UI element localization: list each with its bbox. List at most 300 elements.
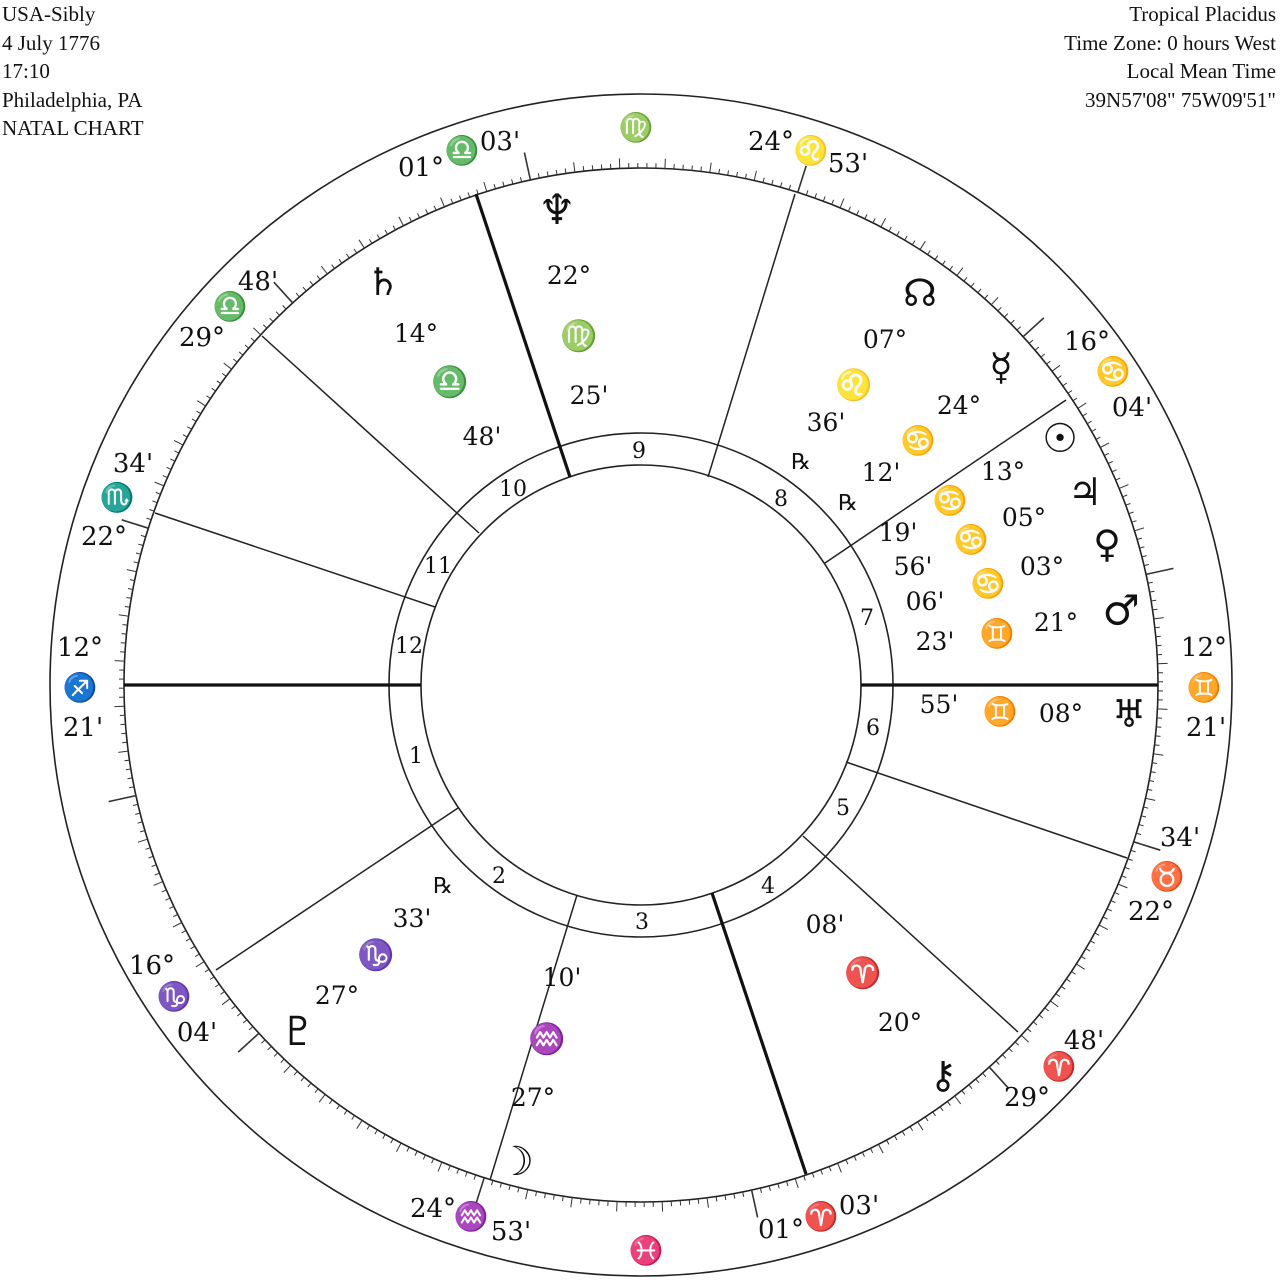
degree-tick bbox=[1021, 1035, 1028, 1042]
cusp-sign-icon: ♈ bbox=[1041, 1050, 1077, 1083]
degree-tick bbox=[268, 1046, 272, 1050]
degree-tick bbox=[996, 1061, 999, 1065]
degree-tick bbox=[251, 338, 255, 341]
degree-tick bbox=[1061, 986, 1065, 989]
degree-tick bbox=[950, 266, 953, 270]
degree-tick bbox=[1116, 478, 1121, 480]
degree-tick bbox=[191, 946, 195, 949]
cusp-line-2 bbox=[216, 808, 458, 970]
degree-tick bbox=[135, 813, 140, 814]
degree-tick bbox=[134, 562, 139, 563]
degree-tick bbox=[128, 778, 133, 779]
degree-tick bbox=[274, 1053, 278, 1057]
degree-tick bbox=[222, 373, 226, 376]
degree-tick bbox=[806, 190, 808, 195]
degree-tick bbox=[263, 325, 267, 328]
degree-tick bbox=[1155, 745, 1160, 746]
degree-tick bbox=[163, 476, 168, 478]
cusp-minutes: 48' bbox=[237, 267, 279, 297]
degree-tick bbox=[571, 1197, 572, 1207]
degree-tick bbox=[583, 166, 584, 171]
degree-tick bbox=[210, 977, 214, 980]
degree-tick bbox=[407, 1147, 409, 1151]
planet-chiron bbox=[806, 910, 957, 1097]
planet-degree: 22° bbox=[546, 261, 592, 290]
degree-tick bbox=[253, 328, 260, 335]
degree-tick bbox=[1081, 956, 1085, 959]
degree-tick bbox=[261, 1040, 265, 1043]
degree-tick bbox=[354, 249, 357, 253]
house-number: 10 bbox=[499, 477, 527, 502]
degree-tick bbox=[175, 451, 179, 453]
degree-tick bbox=[186, 938, 190, 941]
degree-tick bbox=[978, 289, 981, 293]
degree-tick bbox=[149, 856, 154, 858]
degree-tick bbox=[170, 459, 175, 461]
degree-tick bbox=[815, 193, 817, 198]
degree-tick bbox=[1128, 859, 1133, 861]
house-number-ring-inner bbox=[421, 465, 861, 905]
chart-type: NATAL CHART bbox=[2, 116, 144, 140]
degree-tick bbox=[153, 501, 158, 503]
planet-sign-icon: ♒ bbox=[528, 1022, 566, 1057]
degree-tick bbox=[536, 1191, 537, 1196]
degree-tick bbox=[1050, 1001, 1058, 1007]
cusp-degree: 12° bbox=[1180, 633, 1228, 663]
degree-tick bbox=[1078, 403, 1086, 408]
degree-tick bbox=[1111, 901, 1116, 903]
degree-tick bbox=[1150, 591, 1155, 592]
sign-boundary-tick bbox=[1134, 842, 1161, 850]
retrograde-icon: ℞ bbox=[791, 450, 811, 475]
degree-tick bbox=[332, 265, 335, 269]
degree-tick bbox=[149, 510, 154, 512]
planet-sign-icon: ♋ bbox=[932, 484, 968, 517]
cusp-sign-icon: ♉ bbox=[1149, 860, 1185, 893]
cusp-6 bbox=[1128, 823, 1200, 927]
degree-tick bbox=[276, 312, 280, 316]
degree-tick bbox=[141, 535, 146, 537]
house-number: 11 bbox=[424, 554, 452, 579]
degree-tick bbox=[415, 1151, 417, 1156]
cusp-minutes: 21' bbox=[1185, 713, 1227, 743]
degree-tick bbox=[155, 873, 160, 875]
degree-tick bbox=[918, 1122, 923, 1130]
house-number: 8 bbox=[774, 487, 788, 512]
degree-tick bbox=[772, 180, 773, 185]
planet-minutes: 23' bbox=[915, 627, 955, 656]
degree-tick bbox=[321, 266, 327, 274]
degree-tick bbox=[754, 171, 756, 181]
degree-tick bbox=[212, 388, 216, 391]
planet-degree: 03° bbox=[1019, 552, 1065, 581]
degree-tick bbox=[787, 1181, 788, 1186]
degree-tick bbox=[1086, 949, 1090, 952]
sun-icon: ☉ bbox=[1042, 416, 1078, 462]
degree-tick bbox=[821, 1170, 823, 1175]
degree-tick bbox=[563, 1196, 564, 1201]
degree-tick bbox=[1147, 789, 1152, 790]
degree-tick bbox=[319, 1094, 325, 1102]
degree-tick bbox=[521, 177, 522, 182]
planet-degree: 27° bbox=[314, 981, 360, 1010]
cusp-minutes: 34' bbox=[1159, 823, 1201, 853]
cusp-sign-icon: ♏ bbox=[99, 481, 135, 514]
house-number: 7 bbox=[860, 606, 874, 631]
cusp-minutes: 04' bbox=[176, 1018, 218, 1048]
degree-tick bbox=[221, 991, 225, 994]
degree-tick bbox=[129, 787, 134, 788]
degree-tick bbox=[1033, 1022, 1037, 1025]
degree-tick bbox=[1087, 421, 1091, 424]
degree-tick bbox=[385, 230, 388, 234]
degree-tick bbox=[1045, 1008, 1049, 1011]
degree-tick bbox=[962, 1090, 965, 1094]
degree-tick bbox=[192, 419, 196, 422]
degree-tick bbox=[1155, 627, 1160, 628]
cusp-line-4 bbox=[712, 893, 806, 1174]
degree-tick bbox=[174, 440, 183, 445]
cusp-degree: 12° bbox=[56, 633, 104, 663]
degree-tick bbox=[1132, 521, 1137, 523]
degree-tick bbox=[763, 178, 764, 183]
degree-tick bbox=[545, 1193, 546, 1198]
degree-tick bbox=[337, 1105, 340, 1109]
planet-sign-icon: ♍ bbox=[560, 319, 598, 354]
degree-tick bbox=[1100, 443, 1109, 448]
cusp-minutes: 03' bbox=[479, 127, 521, 157]
planet-sign-icon: ♈ bbox=[844, 956, 882, 991]
planet-venus bbox=[906, 522, 1121, 616]
degree-tick bbox=[1149, 781, 1154, 782]
cusp-minutes: 04' bbox=[1111, 393, 1153, 423]
degree-tick bbox=[484, 182, 487, 192]
planet-sign-icon: ♊ bbox=[982, 695, 1018, 728]
cusp-degree: 01° bbox=[757, 1215, 805, 1245]
degree-tick bbox=[169, 906, 174, 908]
retrograde-icon: ℞ bbox=[433, 874, 453, 899]
degree-tick bbox=[1046, 361, 1050, 364]
degree-tick bbox=[940, 1107, 943, 1111]
degree-tick bbox=[554, 1195, 555, 1200]
house-number: 6 bbox=[866, 716, 880, 741]
degree-tick bbox=[1139, 825, 1144, 826]
degree-tick bbox=[1135, 528, 1145, 531]
degree-tick bbox=[1057, 376, 1061, 379]
birth-place: Philadelphia, PA bbox=[2, 87, 143, 112]
planet-degree: 21° bbox=[1033, 608, 1079, 637]
cusp-ascendant bbox=[57, 633, 103, 743]
degree-tick bbox=[396, 1143, 401, 1152]
degree-tick bbox=[985, 295, 988, 299]
degree-tick bbox=[1039, 1015, 1043, 1018]
cusp-line-6 bbox=[846, 762, 1127, 858]
degree-tick bbox=[920, 241, 925, 249]
zodiac-house-system: Tropical Placidus bbox=[1129, 2, 1276, 26]
degree-tick bbox=[233, 359, 237, 362]
intercepted-sign-icon: ♍ bbox=[618, 111, 654, 144]
degree-tick bbox=[1140, 547, 1145, 548]
degree-tick bbox=[126, 769, 131, 770]
cusp-midheaven bbox=[398, 127, 520, 183]
cusp-degree: 22° bbox=[1127, 897, 1175, 927]
sign-boundary-tick bbox=[752, 1190, 758, 1217]
degree-tick bbox=[862, 1152, 864, 1157]
degree-tick bbox=[187, 427, 191, 429]
degree-tick bbox=[795, 1179, 798, 1189]
degree-tick bbox=[1123, 495, 1128, 497]
degree-tick bbox=[281, 1059, 284, 1063]
degree-tick bbox=[303, 287, 306, 291]
planet-degree: 08° bbox=[1038, 699, 1084, 728]
degree-tick bbox=[434, 206, 436, 211]
degree-tick bbox=[728, 170, 729, 175]
planet-minutes: 06' bbox=[905, 587, 945, 616]
degree-tick bbox=[889, 227, 891, 231]
degree-tick bbox=[347, 254, 350, 258]
degree-tick bbox=[665, 159, 666, 169]
degree-tick bbox=[457, 1169, 459, 1174]
cusp-sign-icon: ♎ bbox=[212, 290, 248, 323]
degree-tick bbox=[197, 401, 205, 406]
planet-jupiter bbox=[894, 470, 1102, 581]
time-type: Local Mean Time bbox=[1126, 59, 1276, 83]
degree-tick bbox=[590, 1200, 591, 1205]
degree-tick bbox=[592, 165, 593, 170]
cusp-degree: 16° bbox=[1063, 327, 1111, 357]
degree-tick bbox=[692, 166, 693, 171]
degree-tick bbox=[118, 751, 128, 752]
degree-tick bbox=[138, 822, 143, 823]
cusp-9 bbox=[748, 127, 868, 179]
degree-tick bbox=[156, 492, 161, 494]
degree-tick bbox=[270, 318, 274, 322]
house-number: 12 bbox=[395, 634, 423, 659]
degree-tick bbox=[1090, 941, 1094, 943]
cusp-degree: 22° bbox=[80, 522, 128, 552]
degree-tick bbox=[910, 1127, 913, 1131]
planet-sign-icon: ♊ bbox=[979, 617, 1015, 650]
house-numbers bbox=[392, 439, 880, 935]
degree-tick bbox=[1029, 340, 1033, 343]
degree-tick bbox=[438, 1162, 442, 1171]
degree-tick bbox=[716, 1197, 717, 1202]
degree-tick bbox=[1071, 972, 1075, 975]
degree-tick bbox=[1095, 933, 1099, 935]
degree-tick bbox=[1015, 1042, 1019, 1045]
degree-tick bbox=[399, 217, 404, 226]
degree-tick bbox=[183, 435, 187, 437]
degree-tick bbox=[873, 219, 875, 223]
degree-tick bbox=[1118, 884, 1127, 888]
degree-tick bbox=[140, 831, 145, 832]
degree-tick bbox=[823, 197, 825, 202]
degree-tick bbox=[1104, 453, 1109, 455]
degree-tick bbox=[329, 1100, 332, 1104]
degree-tick bbox=[769, 1186, 770, 1191]
degree-tick bbox=[217, 381, 221, 384]
degree-tick bbox=[146, 518, 151, 520]
house-number: 5 bbox=[836, 796, 850, 821]
uranus-icon: ♅ bbox=[1111, 692, 1147, 736]
degree-tick bbox=[1056, 994, 1060, 997]
house-number: 4 bbox=[761, 874, 775, 899]
degree-tick bbox=[719, 169, 720, 174]
sign-boundary-tick bbox=[524, 153, 530, 180]
planet-minutes: 56' bbox=[893, 552, 933, 581]
degree-tick bbox=[432, 1159, 434, 1164]
degree-tick bbox=[1151, 772, 1156, 773]
degree-tick bbox=[1119, 485, 1128, 489]
degree-tick bbox=[503, 182, 504, 187]
degree-tick bbox=[359, 240, 364, 248]
degree-tick bbox=[707, 1198, 708, 1208]
planet-minutes: 12' bbox=[861, 458, 901, 487]
birth-time: 17:10 bbox=[2, 59, 50, 83]
degree-tick bbox=[494, 184, 495, 189]
degree-tick bbox=[1153, 609, 1158, 610]
degree-tick bbox=[969, 1085, 972, 1089]
degree-tick bbox=[317, 276, 320, 280]
degree-tick bbox=[426, 209, 428, 214]
planet-degree: 20° bbox=[877, 1008, 923, 1037]
degree-tick bbox=[138, 839, 148, 842]
degree-tick bbox=[451, 199, 453, 204]
planet-minutes: 48' bbox=[462, 422, 502, 451]
degree-tick bbox=[369, 239, 372, 243]
cusp-2 bbox=[129, 951, 217, 1048]
degree-tick bbox=[698, 1199, 699, 1204]
degree-tick bbox=[1011, 320, 1015, 324]
planet-sign-icon: ♋ bbox=[900, 424, 936, 457]
degree-tick bbox=[998, 307, 1001, 311]
degree-tick bbox=[1148, 582, 1153, 583]
degree-tick bbox=[423, 1155, 425, 1160]
cusp-minutes: 53' bbox=[490, 1217, 532, 1247]
degree-tick bbox=[122, 742, 127, 743]
degree-tick bbox=[308, 1083, 311, 1087]
cusp-minutes: 03' bbox=[838, 1191, 880, 1221]
cusp-descendant bbox=[1181, 633, 1227, 743]
cusp-minutes: 34' bbox=[112, 449, 154, 479]
degree-tick bbox=[154, 882, 163, 886]
cusp-degree: 29° bbox=[1003, 1083, 1051, 1113]
degree-tick bbox=[848, 207, 850, 212]
degree-tick bbox=[243, 1020, 247, 1023]
birth-date: 4 July 1776 bbox=[2, 30, 101, 55]
house-number: 1 bbox=[409, 744, 423, 769]
degree-tick bbox=[581, 1199, 582, 1204]
degree-tick bbox=[1083, 413, 1087, 416]
degree-tick bbox=[1157, 709, 1167, 710]
time-zone: Time Zone: 0 hours West bbox=[1064, 30, 1276, 55]
degree-tick bbox=[222, 999, 230, 1005]
degree-tick bbox=[971, 283, 974, 287]
degree-tick bbox=[1009, 1048, 1013, 1052]
degree-tick bbox=[165, 898, 170, 900]
degree-tick bbox=[512, 179, 513, 184]
degree-tick bbox=[249, 1027, 253, 1030]
degree-tick bbox=[1115, 892, 1120, 894]
degree-tick bbox=[1143, 807, 1148, 808]
degree-tick bbox=[547, 172, 548, 177]
planet-degree: 14° bbox=[393, 319, 439, 348]
degree-tick bbox=[935, 256, 938, 260]
degree-tick bbox=[1035, 347, 1039, 350]
degree-tick bbox=[1125, 867, 1130, 869]
degree-tick bbox=[881, 218, 886, 227]
degree-tick bbox=[871, 1148, 873, 1153]
degree-tick bbox=[840, 199, 844, 208]
degree-tick bbox=[296, 293, 299, 297]
moon-icon: ☽ bbox=[498, 1139, 534, 1185]
degree-tick bbox=[1126, 504, 1131, 506]
degree-tick bbox=[778, 1184, 779, 1189]
degree-tick bbox=[1154, 618, 1164, 619]
degree-tick bbox=[127, 570, 137, 572]
degree-tick bbox=[418, 213, 420, 218]
degree-tick bbox=[1122, 876, 1127, 878]
planet-mars bbox=[916, 586, 1140, 656]
degree-tick bbox=[1096, 437, 1100, 439]
degree-tick bbox=[1041, 354, 1045, 357]
degree-tick bbox=[375, 1130, 378, 1134]
degree-tick bbox=[689, 1200, 690, 1205]
cusp-labels bbox=[57, 111, 1227, 1267]
degree-tick bbox=[474, 1175, 476, 1180]
degree-tick bbox=[854, 1156, 856, 1161]
degree-tick bbox=[283, 305, 286, 309]
degree-tick bbox=[224, 363, 232, 369]
degree-tick bbox=[829, 1167, 831, 1172]
degree-tick bbox=[1002, 1055, 1006, 1059]
house-number: 2 bbox=[492, 864, 506, 889]
degree-tick bbox=[832, 200, 834, 205]
degree-tick bbox=[167, 467, 172, 469]
planet-sign-icon: ♋ bbox=[970, 567, 1006, 600]
degree-tick bbox=[1142, 556, 1147, 557]
planet-minutes: 10' bbox=[542, 963, 582, 992]
degree-tick bbox=[1144, 565, 1149, 566]
cusp-degree: 24° bbox=[409, 1194, 457, 1224]
pluto-icon: ♇ bbox=[280, 1009, 316, 1055]
degree-tick bbox=[409, 217, 411, 222]
degree-tick bbox=[838, 1163, 842, 1172]
degree-tick bbox=[441, 198, 445, 207]
degree-tick bbox=[745, 174, 746, 179]
degree-tick bbox=[136, 553, 141, 554]
planet-minutes: 19' bbox=[878, 518, 918, 547]
degree-tick bbox=[232, 1006, 236, 1009]
degree-tick bbox=[509, 1185, 510, 1190]
degree-tick bbox=[1151, 600, 1156, 601]
degree-tick bbox=[1017, 327, 1021, 330]
degree-tick bbox=[152, 865, 157, 867]
planet-saturn bbox=[366, 260, 501, 451]
degree-tick bbox=[377, 235, 380, 239]
degree-tick bbox=[130, 580, 135, 581]
chart-name: USA-Sibly bbox=[2, 2, 96, 26]
house-number-ring-outer bbox=[389, 433, 893, 937]
cusp-sign-icon: ♈ bbox=[803, 1200, 839, 1233]
degree-tick bbox=[460, 196, 462, 201]
planet-minutes: 36' bbox=[806, 408, 846, 437]
degree-tick bbox=[983, 1073, 986, 1077]
degree-tick bbox=[804, 1176, 806, 1181]
planet-degree: 27° bbox=[510, 1083, 556, 1112]
degree-tick bbox=[339, 259, 342, 263]
degree-tick bbox=[1156, 736, 1161, 737]
